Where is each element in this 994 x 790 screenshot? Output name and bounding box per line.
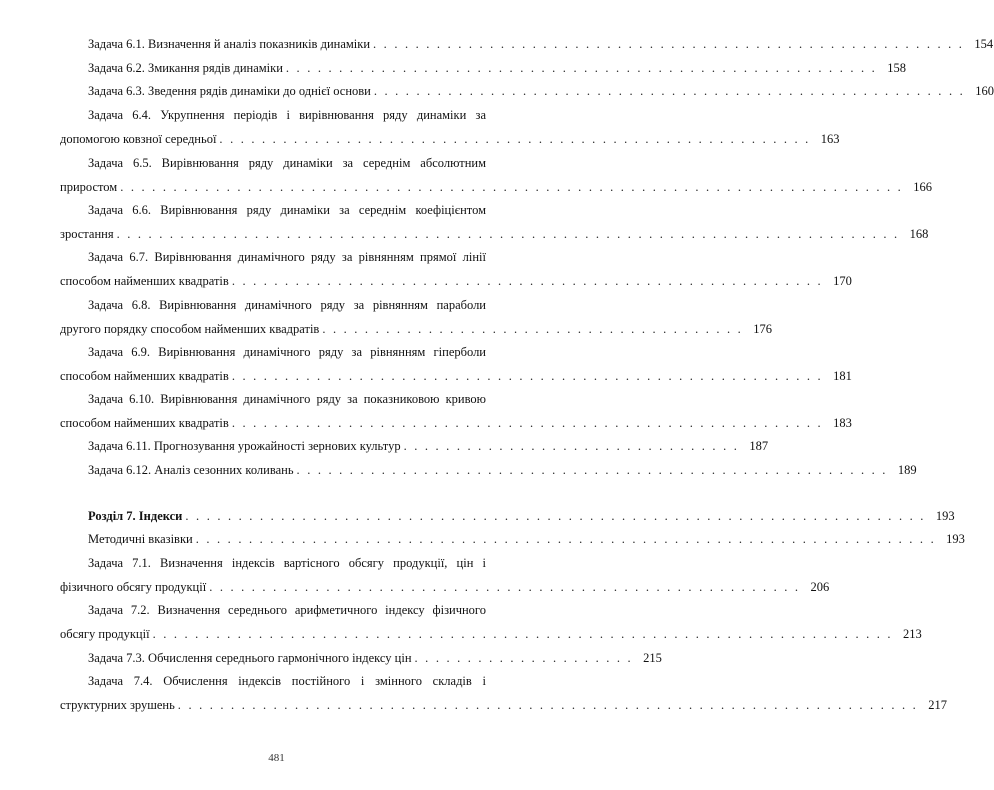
- toc-entry-title: Задача 6.6. Вирівнювання ряду динаміки за середнім коефіцієнтом: [88, 203, 486, 217]
- toc-line: [60, 274, 852, 288]
- toc-line: [60, 698, 947, 712]
- toc-page-number: 166: [913, 180, 932, 194]
- toc-entry-title-continued: обсягу продукції: [60, 627, 150, 641]
- toc-entry-title: Задача 6.8. Вирівнювання динамічного ряду за рівнянням параболи: [88, 298, 486, 312]
- toc-entry-title-continued: способом найменших квадратів: [60, 274, 229, 288]
- toc-page-number: 187: [749, 439, 769, 453]
- toc-page-number: 215: [643, 651, 662, 665]
- toc-line: [60, 227, 929, 241]
- toc-page-number: 193: [935, 509, 955, 523]
- toc-line: [60, 108, 486, 122]
- toc-line: [60, 61, 906, 75]
- dot-leader: . . . . . . . . . . . . . . . . . . . . . . . . . . . . . . . . . . . . . . . . . . . . . . . . . . . . . . . . . . . . . . . . . . . . . . . . . .: [120, 180, 903, 194]
- toc-entry: [60, 392, 852, 430]
- toc-entry-title: Задача 7.3. Обчислення середнього гармонічного індексу цін: [88, 651, 412, 665]
- toc-page-number: 213: [903, 627, 922, 641]
- toc-line: [60, 37, 994, 51]
- toc-entry: [60, 108, 840, 146]
- toc-line: [60, 627, 922, 641]
- dot-leader: . . . . . . . . . . . . . . . . . . . . . . . . . . . . . . . .: [403, 439, 740, 453]
- toc-page-number: 189: [897, 463, 917, 477]
- toc-entry-title: Задача 6.7. Вирівнювання динамічного ряду за рівнянням прямої лінії: [88, 250, 486, 264]
- dot-leader: . . . . . . . . . . . . . . . . . . . . . . . . . . . . . . . . . . . . . . . . . . . . . . . . . . . . . . . .: [209, 580, 801, 594]
- toc-line: [60, 84, 994, 98]
- toc-entry: [60, 345, 852, 383]
- toc-entry-title-continued: фізичного обсягу продукції: [60, 580, 207, 594]
- toc-page-number: 163: [820, 132, 840, 146]
- toc-line: [60, 463, 917, 477]
- toc-line: [60, 298, 486, 312]
- toc-page-number: 181: [833, 369, 852, 383]
- toc-line: [60, 439, 769, 453]
- toc-entry-title: Задача 6.11. Прогнозування урожайності зернових культур: [88, 439, 401, 453]
- toc-entry-title: Задача 7.1. Визначення індексів вартісного обсягу продукції, цін і: [88, 556, 486, 570]
- toc-page-number: 158: [887, 61, 906, 75]
- dot-leader: . . . . . . . . . . . . . . . . . . . . . . . . . . . . . . . . . . . . . . . . . . . . . . . . . . . . . . . .: [373, 84, 965, 98]
- dot-leader: . . . . . . . . . . . . . . . . . . . . . . . . . . . . . . . . . . . . . . . . . . . . . . . . . . . . . . . . . . . . . . . . . . . . . .: [195, 532, 936, 546]
- toc-entry: [60, 61, 906, 75]
- toc-entry-title: Задача 6.4. Укрупнення періодів і вирівнювання ряду динаміки за: [88, 108, 486, 122]
- toc-entry-title: Задача 6.12. Аналіз сезонних коливань: [88, 463, 294, 477]
- toc-section-entry: [60, 509, 955, 523]
- toc-line: [60, 603, 486, 617]
- toc-entry-title: Задача 7.2. Визначення середнього арифметичного індексу фізичного: [88, 603, 486, 617]
- toc-page-number: 206: [810, 580, 830, 594]
- toc-entry-title: Задача 6.3. Зведення рядів динаміки до однієї основи: [88, 84, 371, 98]
- dot-leader: . . . . . . . . . . . . . . . . . . . . . . . . . . . . . . . . . . . . . . . . . . . . . . . . . . . . . . . .: [219, 132, 811, 146]
- toc-entry-title-continued: зростання: [60, 227, 114, 241]
- toc-line: [60, 322, 773, 336]
- dot-leader: . . . . . . . . . . . . . . . . . . . . . . . . . . . . . . . . . . . . . . . . . . . . . . . . . . . . . . . . . . . . . . . . . . . . . .: [177, 698, 918, 712]
- toc-entry-title: Методичні вказівки: [88, 532, 193, 546]
- toc-line: [60, 674, 486, 688]
- toc-line: [60, 180, 932, 194]
- toc-page-number: 217: [928, 698, 947, 712]
- toc-line: [60, 532, 965, 546]
- toc-entry: [60, 556, 830, 594]
- toc-entry-title-continued: другого порядку способом найменших квадратів: [60, 322, 320, 336]
- toc-entry-title: Задача 6.1. Визначення й аналіз показників динаміки: [88, 37, 371, 51]
- toc-entry: [60, 439, 769, 453]
- toc-entry-title: Задача 6.5. Вирівнювання ряду динаміки за середнім абсолютним: [88, 156, 486, 170]
- toc-line: [60, 580, 830, 594]
- dot-leader: . . . . . . . . . . . . . . . . . . . . . . . . . . . . . . . . . . . . . . . . . . . . . . . . . . . . . . . .: [373, 37, 965, 51]
- dot-leader: . . . . . . . . . . . . . . . . . . . . . . . . . . . . . . . . . . . . . . . . . . . . . . . . . . . . . . . .: [231, 416, 823, 430]
- toc-line: [60, 416, 852, 430]
- toc-entry: [60, 651, 662, 665]
- toc-page-number: 160: [975, 84, 994, 98]
- dot-leader: . . . . . . . . . . . . . . . . . . . . . . . . . . . . . . . . . . . . . . . . . . . . . . . . . . . . . . . .: [231, 274, 823, 288]
- dot-leader: . . . . . . . . . . . . . . . . . . . . . . . . . . . . . . . . . . . . . . . . . . . . . . . . . . . . . . . .: [296, 463, 888, 477]
- toc-entry: [60, 156, 932, 194]
- toc-entry-title: Задача 6.9. Вирівнювання динамічного ряду за рівнянням гіперболи: [88, 345, 486, 359]
- dot-leader: . . . . . . . . . . . . . . . . . . . . . . . . . . . . . . . . . . . . . . . . . . . . . . . . . . . . . . . .: [231, 369, 823, 383]
- dot-leader: . . . . . . . . . . . . . . . . . . . . . . . . . . . . . . . . . . . . . . . . . . . . . . . . . . . . . . . .: [285, 61, 877, 75]
- toc-entry: [60, 298, 773, 336]
- dot-leader: . . . . . . . . . . . . . . . . . . . . . . . . . . . . . . . . . . . . . . . . . . . . . . . . . . . . . . . . . . . . . . . . . . . . . . . . . .: [116, 227, 900, 241]
- toc-section-title: Розділ 7. Індекси: [88, 509, 183, 523]
- toc-entry-title: Задача 6.2. Змикання рядів динаміки: [88, 61, 283, 75]
- toc-page-number: 183: [833, 416, 852, 430]
- dot-leader: . . . . . . . . . . . . . . . . . . . . .: [414, 651, 633, 665]
- toc-line: [60, 132, 840, 146]
- toc-page-number: 170: [833, 274, 852, 288]
- toc-page-number: 193: [946, 532, 965, 546]
- toc-line: [60, 203, 486, 217]
- toc-line: [60, 556, 486, 570]
- toc-entry-title-continued: способом найменших квадратів: [60, 369, 229, 383]
- toc-page-number: 176: [753, 322, 773, 336]
- toc-line: [60, 392, 486, 406]
- toc-page-number: 154: [974, 37, 994, 51]
- toc-line: [60, 345, 486, 359]
- toc-entry-title-continued: приростом: [60, 180, 118, 194]
- toc-entry-title: Задача 6.10. Вирівнювання динамічного ряду за показниковою кривою: [88, 392, 486, 406]
- dot-leader: . . . . . . . . . . . . . . . . . . . . . . . . . . . . . . . . . . . . . . . . . . . . . . . . . . . . . . . . . . . . . . . . . . . . . .: [152, 627, 893, 641]
- dot-leader: . . . . . . . . . . . . . . . . . . . . . . . . . . . . . . . . . . . . . . . .: [322, 322, 744, 336]
- toc-line: [60, 156, 486, 170]
- toc-entry: [60, 84, 994, 98]
- toc-line: [60, 651, 662, 665]
- toc-entry-title-continued: допомогою ковзної середньої: [60, 132, 217, 146]
- toc-entry: [60, 37, 994, 51]
- toc-entry: [60, 603, 922, 641]
- toc-entry: [60, 250, 852, 288]
- toc-line: [60, 509, 955, 523]
- toc-entry-title-continued: структурних зрушень: [60, 698, 175, 712]
- toc-entry-title-continued: способом найменших квадратів: [60, 416, 229, 430]
- dot-leader: . . . . . . . . . . . . . . . . . . . . . . . . . . . . . . . . . . . . . . . . . . . . . . . . . . . . . . . . . . . . . . . . . . . . . .: [185, 509, 926, 523]
- toc-page-number: 168: [909, 227, 929, 241]
- toc-line: [60, 250, 486, 264]
- toc-entry: [60, 203, 929, 241]
- toc-entry: [60, 532, 965, 546]
- toc-entry: [60, 674, 947, 712]
- toc-entry: [60, 463, 917, 477]
- page-number-footer: 481: [268, 752, 285, 764]
- toc-line: [60, 369, 852, 383]
- toc-entry-title: Задача 7.4. Обчислення індексів постійного і змінного складів і: [88, 674, 486, 688]
